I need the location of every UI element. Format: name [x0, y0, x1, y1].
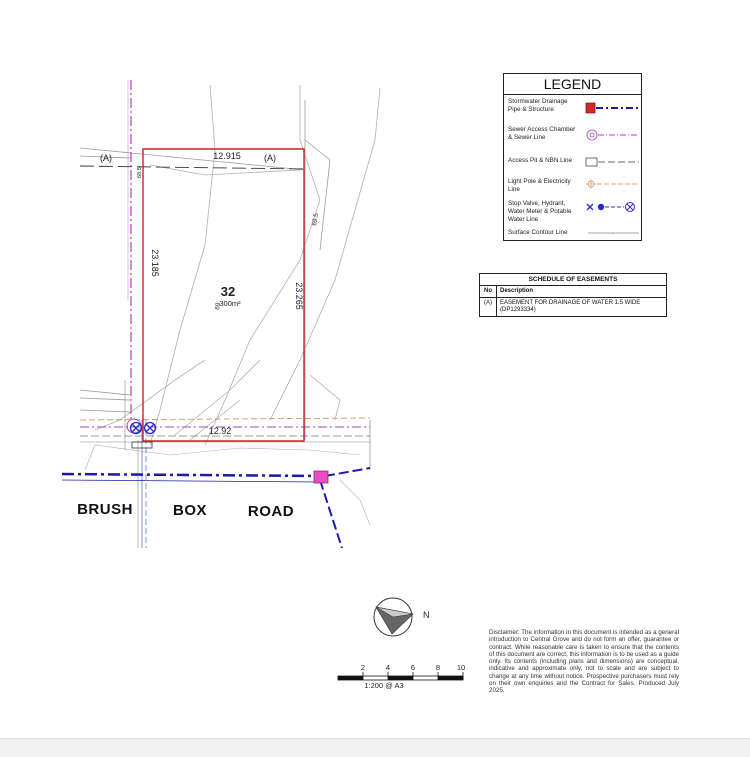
scale-label: 1:200 @ A3 [364, 681, 404, 690]
legend-box [503, 73, 642, 241]
scale-tick-label: 8 [435, 663, 441, 672]
easement-label-east: (A) [264, 153, 276, 163]
legend-item-label: Access Pit & NBN Line [508, 157, 573, 164]
contour-label-69: 69 [214, 302, 223, 311]
road-name-word-3: ROAD [247, 503, 295, 520]
schedule-title: SCHEDULE OF EASEMENTS [480, 274, 666, 286]
schedule-header-description: Description [500, 288, 534, 294]
schedule-header-row [480, 286, 666, 298]
scale-tick-label: 4 [385, 663, 391, 672]
lot-dim-bottom: 12.92 [208, 426, 232, 436]
lot-dim-left: 23.185 [150, 249, 160, 277]
sewer-chamber-icon [584, 126, 640, 150]
legend-item-label: Sewer Access Chamber & Sewer Line [508, 126, 576, 141]
north-arrow-icon [374, 598, 413, 636]
scale-tick-label: 6 [410, 663, 416, 672]
north-label: N [423, 610, 430, 620]
scale-tick-label: 10 [456, 663, 466, 672]
lot-area: 300m² [219, 299, 241, 308]
sewer-line [80, 80, 370, 433]
water-valve-icon [584, 200, 640, 224]
legend-item-label: Stop Valve, Hydrant, Water Meter & Potable Water Line [508, 200, 572, 223]
easement-label-west: (A) [100, 153, 112, 163]
contour-line-icon [584, 229, 640, 253]
disclaimer-text: Disclaimer: The information in this document is intended as a general introduction to Central Grove and do not form an offer, guarantee or contract. While reasonable care is taken to ensure that the contents of this document are correct, this information is to be used as a guide only. Its contents (including plans and dimensions) are conceptual, indicative and approximate only, not to scale and are subject to change at any time without notice. Prospective purchasers must rely on their own enquiries and the Contract for Sales. Produced July 2025. [489, 629, 679, 695]
table-row [480, 298, 666, 316]
scale-bar [338, 672, 463, 680]
schedule-of-easements [479, 273, 667, 317]
legend-item-label: Stormwater Drainage Pipe & Structure [508, 98, 568, 113]
road-name-word-2: BOX [172, 502, 208, 519]
contour-label-69-5: 69.5 [311, 212, 321, 227]
viewer-bottom-bar [0, 738, 750, 757]
scale-tick-label: 2 [360, 663, 366, 672]
lot-number: 32 [220, 284, 236, 299]
svg-text:-: - [612, 231, 614, 237]
lot-dim-right: 23.265 [294, 282, 304, 310]
road-name-word-1: BRUSH [77, 501, 133, 518]
schedule-cell-description: EASEMENT FOR DRAINAGE OF WATER 1.5 WIDE (DP1293334) [500, 300, 641, 313]
lot-dim-top: 12.915 [213, 151, 241, 161]
contour-label-68-5: 68.5 [137, 167, 143, 178]
stormwater-pit-icon [314, 471, 328, 483]
legend-title: LEGEND [504, 74, 641, 95]
schedule-cell-no: (A) [480, 298, 497, 316]
service-lines [80, 380, 370, 548]
stormwater-pit-icon [584, 98, 640, 122]
legend-item-label: Surface Contour Line [508, 229, 568, 236]
light-pole-icon [584, 178, 640, 202]
schedule-header-no: No [480, 286, 497, 297]
legend-item-label: Light Pole & Electricity Line [508, 178, 571, 193]
surface-contours [95, 85, 380, 445]
